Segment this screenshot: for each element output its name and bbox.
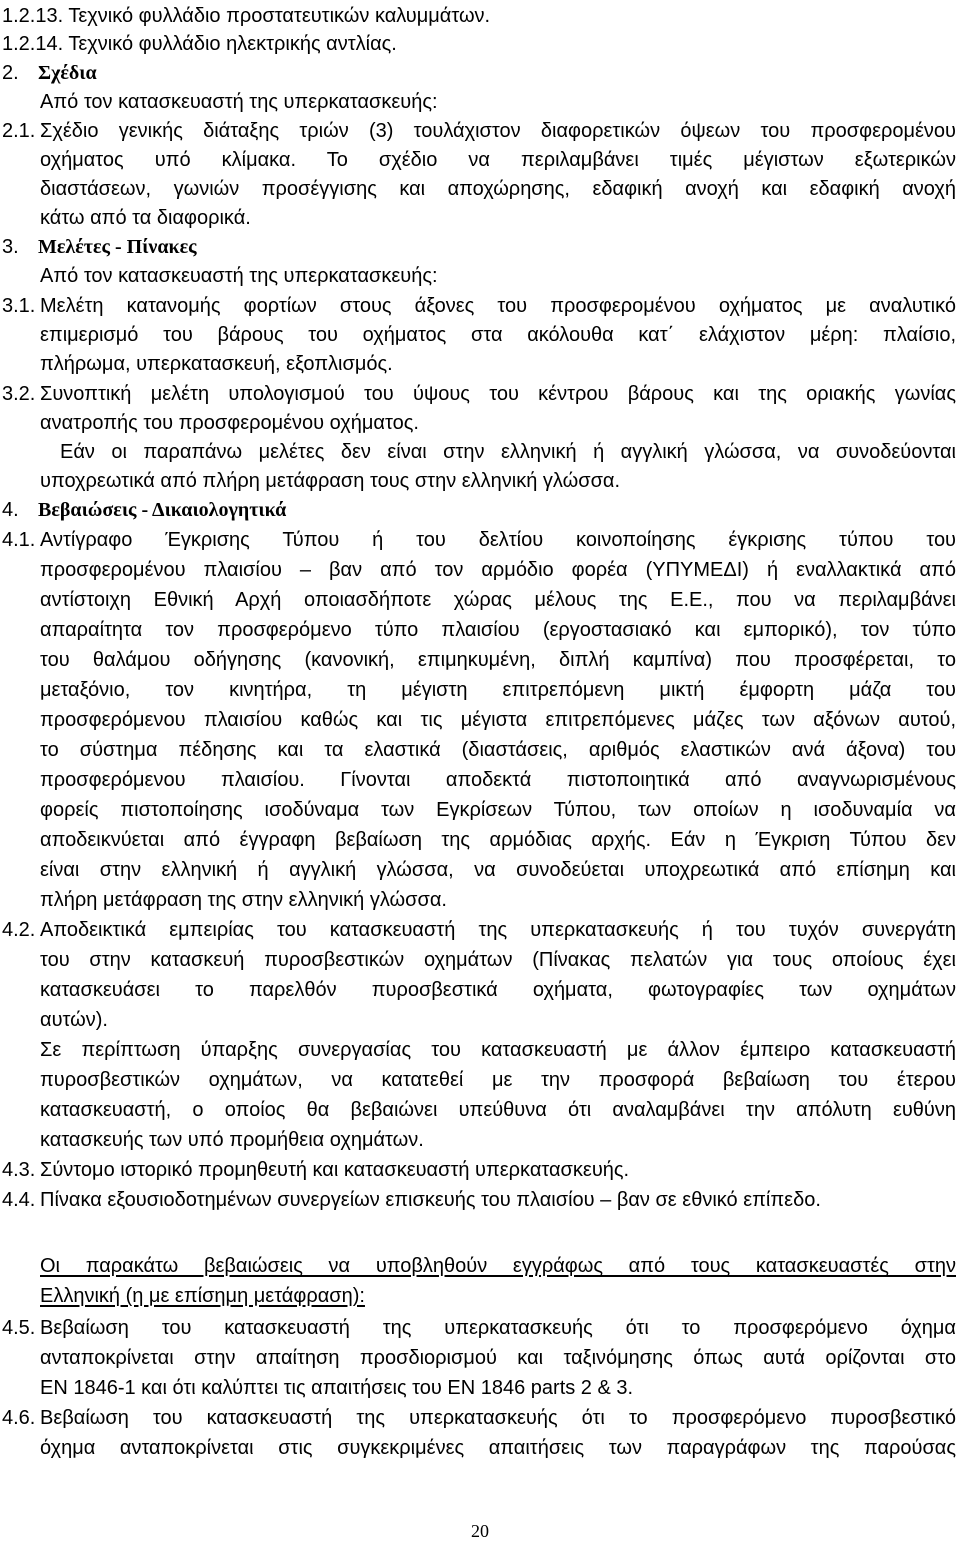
paragraph-text: υποχρεωτικά από πλήρη μετάφραση τους στην ελληνική γλώσσα.	[40, 470, 621, 492]
item-number: 4.5.	[2, 1317, 36, 1339]
paragraph-line	[0, 1124, 960, 1156]
source-line: Από τον κατασκευαστή της υπερκατασκευής:	[40, 265, 438, 287]
paragraph-text: Σε περίπτωση ύπαρξης συνεργασίας του κατασκευαστή με άλλον έμπειρο κατασκευαστή	[40, 1039, 956, 1061]
item-text: αποδεικνύεται από έγγραφη βεβαίωση της αρμόδιας αρχής. Εάν η Έγκριση Τύπου δεν	[40, 829, 956, 851]
item-text: κάτω από τα διαφορικά.	[40, 207, 251, 229]
paragraph-text: Εάν οι παραπάνω μελέτες δεν είναι στην ελληνική ή αγγλική γλώσσα, να συνοδεύονται	[60, 441, 956, 463]
section-number: 4.	[2, 499, 19, 521]
item-4-1-line	[0, 704, 960, 736]
item-text: διαστάσεων, γωνιών προσέγγισης και αποχώρησης, εδαφική ανοχή και εδαφική ανοχή	[40, 178, 956, 200]
page-number: 20	[471, 1521, 489, 1541]
item-number: 4.1.	[2, 529, 36, 551]
paragraph-line	[0, 1034, 960, 1066]
item-4-1-line	[0, 824, 960, 856]
item-number: 4.2.	[2, 919, 36, 941]
item-text: πλήρωμα, υπερκατασκευή, εξοπλισμός.	[40, 353, 393, 375]
item-4-2-line	[0, 944, 960, 976]
item-number: 4.4.	[2, 1189, 36, 1211]
item-4-2-line	[0, 1004, 960, 1036]
item-3-1-line	[0, 348, 960, 380]
item-number: 3.2.	[2, 383, 36, 405]
item-number: 4.3.	[2, 1159, 36, 1181]
item-4-1-line	[0, 524, 960, 556]
item-text: Βεβαίωση του κατασκευαστή της υπερκατασκευής ότι το προσφερόμενο όχημα	[40, 1317, 956, 1339]
item-text: Αντίγραφο Έγκρισης Τύπου ή του δελτίου κοινοποίησης έγκρισης τύπου του	[40, 529, 956, 551]
item-4-1-line	[0, 884, 960, 916]
item-2-1-line	[0, 202, 960, 234]
item-text: φορείς πιστοποίησης ισοδύναμα των Εγκρίσεων Τύπου, των οποίων η ισοδυναμία να	[40, 799, 956, 821]
item-text: αυτών).	[40, 1009, 108, 1031]
item-text: Σύντομο ιστορικό προμηθευτή και κατασκευαστή υπερκατασκευής.	[40, 1159, 630, 1181]
item-text: EN 1846-1 και ότι καλύπτει τις απαιτήσεις του EN 1846 parts 2 & 3.	[40, 1377, 634, 1399]
paragraph-line	[0, 1064, 960, 1096]
item-text: απαραίτητα τον προσφερόμενο τύπο πλαισίου (εργοστασιακό και εμπορικό), τον τύπο	[40, 619, 956, 641]
section-title: Μελέτες - Πίνακες	[38, 236, 197, 258]
item-4-5-line	[0, 1342, 960, 1374]
item-number: 4.6.	[2, 1407, 36, 1429]
section-3-heading	[0, 231, 960, 263]
item-text: πλήρη μετάφραση της στην ελληνική γλώσσα.	[40, 889, 447, 911]
item-text: το σύστημα πέδησης και τα ελαστικά (διαστάσεις, αριθμός ελαστικών ανά άξονα) του	[40, 739, 956, 761]
underlined-note-text: Οι παρακάτω βεβαιώσεις να υποβληθούν εγγράφως από τους κατασκευαστές στην	[40, 1255, 956, 1277]
item-text: Βεβαίωση του κατασκευαστή της υπερκατασκευής ότι το προσφερόμενο πυροσβεστικό	[40, 1407, 956, 1429]
list-item-text: 1.2.13. Τεχνικό φυλλάδιο προστατευτικών καλυμμάτων.	[2, 5, 491, 27]
item-text: του θαλάμου οδήγησης (κανονική, επιμηκυμένη, διπλή καμπίνα) που προσφέρεται, το	[40, 649, 956, 671]
paragraph-text: κατασκευαστή, ο οποίος θα βεβαιώνει υπεύθυνα ότι αναλαμβάνει την απόλυτη ευθύνη	[40, 1099, 956, 1121]
section-4-heading	[0, 494, 960, 526]
item-4-2-line	[0, 974, 960, 1006]
section-title: Σχέδια	[38, 62, 97, 84]
item-4-1-line	[0, 794, 960, 826]
item-4-1-line	[0, 674, 960, 706]
item-3-2-line	[0, 407, 960, 439]
section-number: 2.	[2, 62, 19, 84]
section-number: 3.	[2, 236, 19, 258]
section-3-source	[0, 260, 960, 292]
paragraph-line	[0, 436, 960, 468]
item-2-1-line	[0, 144, 960, 176]
underlined-note-line	[0, 1250, 960, 1282]
item-4-1-line	[0, 734, 960, 766]
paragraph-line	[0, 1094, 960, 1126]
item-4-5-line	[0, 1372, 960, 1404]
list-item-text: 1.2.14. Τεχνικό φυλλάδιο ηλεκτρικής αντλίας.	[2, 33, 397, 55]
item-4-3-line	[0, 1154, 960, 1186]
item-3-1-line	[0, 319, 960, 351]
item-text: μεταξόνιο, τον κινητήρα, τη μέγιστη επιτρεπόμενη μικτή έμφορτη μάζα του	[40, 679, 956, 701]
item-text: Συνοπτική μελέτη υπολογισμού του ύψους του κέντρου βάρους και της οριακής γωνίας	[40, 383, 956, 405]
section-2-heading	[0, 57, 960, 89]
paragraph-line	[0, 465, 960, 497]
item-text: προσφερομένου πλαισίου – βαν από τον αρμόδιο φορέα (ΥΠΥΜΕΔΙ) ή εναλλακτικά από	[40, 559, 956, 581]
item-text: του στην κατασκευή πυροσβεστικών οχημάτων (Πίνακας πελατών για τους οποίους έχει	[40, 949, 956, 971]
item-4-1-line	[0, 614, 960, 646]
item-2-1-line	[0, 173, 960, 205]
paragraph-text: κατασκευής των υπό προμήθεια οχημάτων.	[40, 1129, 424, 1151]
item-4-6-line	[0, 1402, 960, 1434]
item-text: Αποδεικτικά εμπειρίας του κατασκευαστή της υπερκατασκευής ή του τυχόν συνεργάτη	[40, 919, 956, 941]
item-4-4-line	[0, 1184, 960, 1216]
item-2-1-line	[0, 115, 960, 147]
item-3-1-line	[0, 290, 960, 322]
item-number: 2.1.	[2, 120, 36, 142]
item-4-2-line	[0, 914, 960, 946]
item-4-1-line	[0, 554, 960, 586]
item-text: επιμερισμό του βάρους του οχήματος στα ακόλουθα κατ΄ ελάχιστον μέρη: πλαίσιο,	[40, 324, 956, 346]
section-title: Βεβαιώσεις - Δικαιολογητικά	[38, 499, 287, 521]
item-text: κατασκευάσει το παρελθόν πυροσβεστικά οχήματα, φωτογραφίες των οχημάτων	[40, 979, 956, 1001]
item-text: ανταποκρίνεται στην απαίτηση προσδιορισμού και ταξινόμησης όπως αυτά ορίζονται στο	[40, 1347, 956, 1369]
source-line: Από τον κατασκευαστή της υπερκατασκευής:	[40, 91, 438, 113]
item-4-1-line	[0, 764, 960, 796]
item-4-1-line	[0, 644, 960, 676]
section-2-source	[0, 86, 960, 118]
item-text: ανατροπής του προσφερομένου οχήματος.	[40, 412, 419, 434]
list-item-1-2-14	[0, 28, 960, 60]
underlined-note-text: Ελληνική (η με επίσημη μετάφραση):	[40, 1285, 365, 1307]
item-text: είναι στην ελληνική ή αγγλική γλώσσα, να συνοδεύεται υποχρεωτικά από επίσημη και	[40, 859, 956, 881]
item-text: Μελέτη κατανομής φορτίων στους άξονες του προσφερομένου οχήματος με αναλυτικό	[40, 295, 956, 317]
item-number: 3.1.	[2, 295, 36, 317]
item-4-1-line	[0, 854, 960, 886]
item-text: προσφερόμενου πλαισίου καθώς και τις μέγιστα επιτρεπόμενες μάζες των αξόνων αυτού,	[40, 709, 956, 731]
item-text: προσφερόμενου πλαισίου. Γίνονται αποδεκτά πιστοποιητικά από αναγνωρισμένους	[40, 769, 956, 791]
item-text: όχημα ανταποκρίνεται στις συγκεκριμένες απαιτήσεις των παραγράφων της παρούσας	[40, 1437, 956, 1459]
item-4-1-line	[0, 584, 960, 616]
item-text: αντίστοιχη Εθνική Αρχή οποιασδήποτε χώρας μέλους της Ε.Ε., που να περιλαμβάνει	[40, 589, 956, 611]
item-text: οχήματος υπό κλίμακα. Το σχέδιο να περιλαμβάνει τιμές μέγιστων εξωτερικών	[40, 149, 956, 171]
item-3-2-line	[0, 378, 960, 410]
item-text: Σχέδιο γενικής διάταξης τριών (3) τουλάχιστον διαφορετικών όψεων του προσφερομένου	[40, 120, 956, 142]
item-4-6-line	[0, 1432, 960, 1464]
paragraph-text: πυροσβεστικών οχημάτων, να κατατεθεί με την προσφορά βεβαίωση του έτερου	[40, 1069, 956, 1091]
item-4-5-line	[0, 1312, 960, 1344]
item-text: Πίνακα εξουσιοδοτημένων συνεργείων επισκευής του πλαισίου – βαν σε εθνικό επίπεδο.	[40, 1189, 821, 1211]
underlined-note-line	[0, 1280, 960, 1312]
